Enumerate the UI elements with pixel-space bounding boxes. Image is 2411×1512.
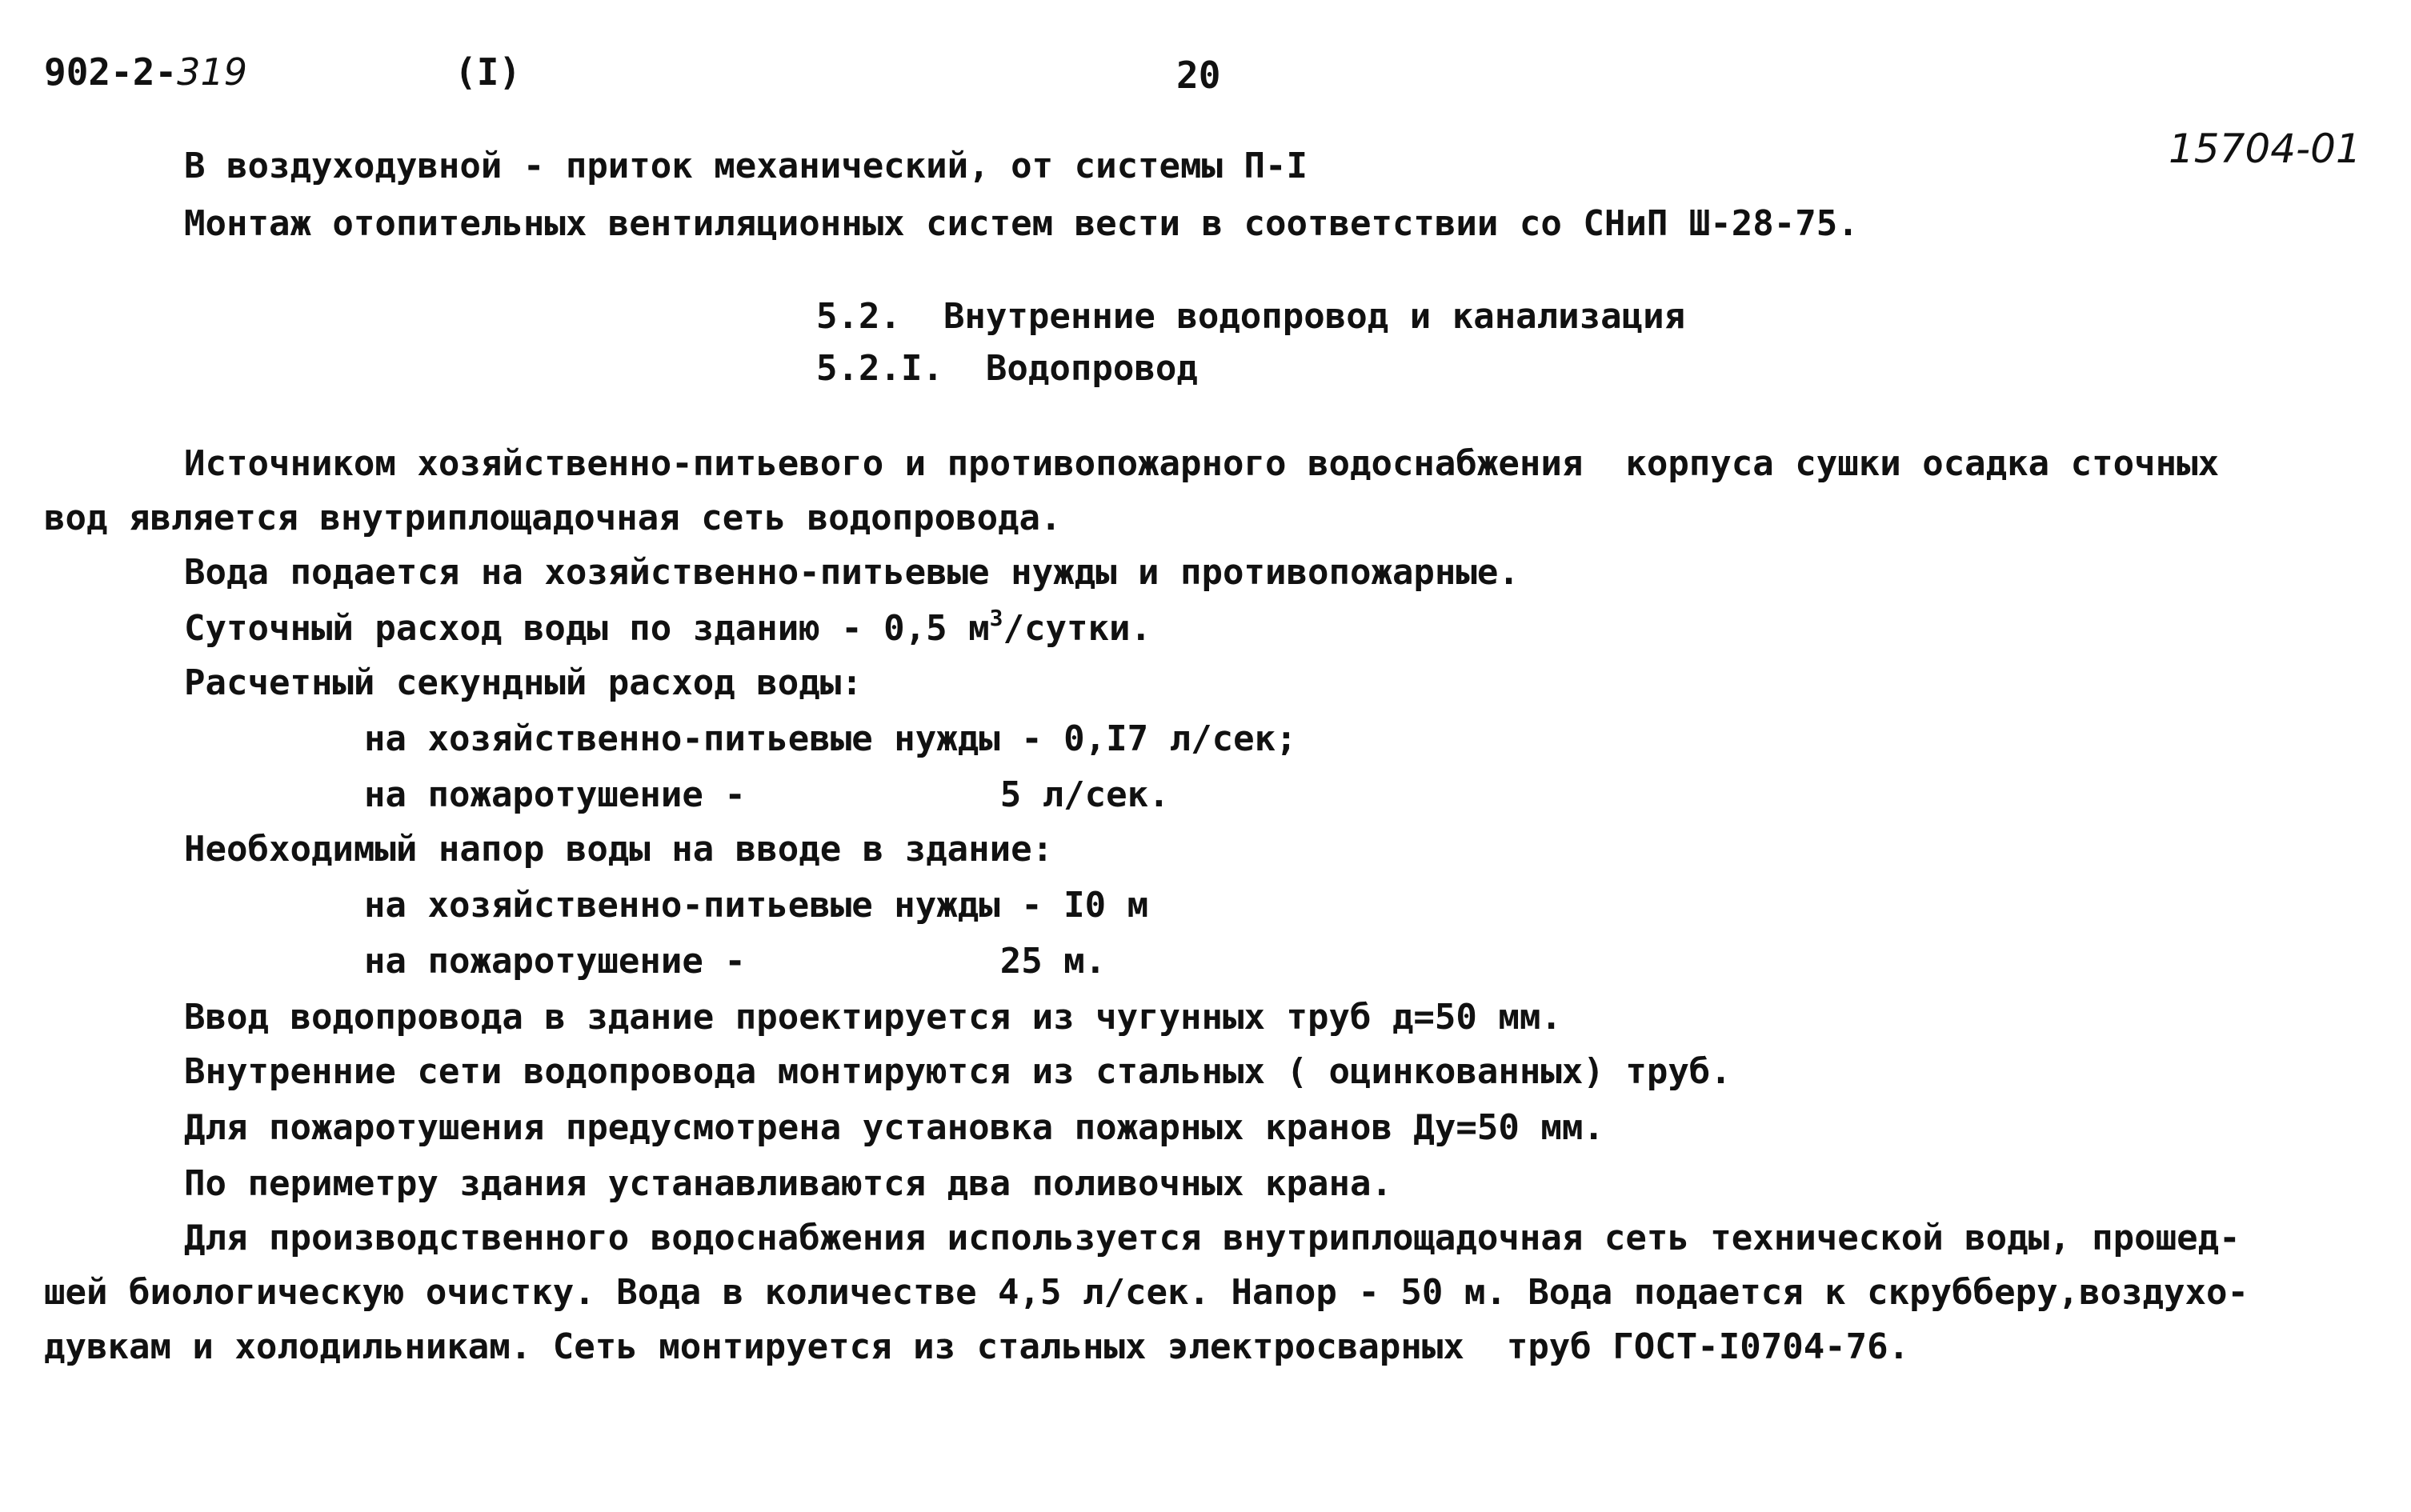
paragraph-6: Ввод водопровода в здание проектируется из чугунных труб д=50 мм. <box>184 997 1562 1038</box>
page-number: 20 <box>1176 54 1221 97</box>
paragraph-4-item-2: на пожаротушение - 5 л/сек. <box>364 774 1170 815</box>
cubic-superscript: 3 <box>989 605 1003 631</box>
paragraph-9: По периметру здания устанавливаются два поливочных крана. <box>184 1163 1392 1204</box>
paragraph-10-line-2: шей биологическую очистку. Вода в количестве 4,5 л/сек. Напор - 50 м. Вода подается к скрубберу,воздухо- <box>44 1272 2249 1313</box>
archive-number: 15704-01 <box>2169 126 2361 172</box>
paragraph-5: Необходимый напор воды на вводе в здание: <box>184 829 1054 870</box>
paragraph-5-item-2: на пожаротушение - 25 м. <box>364 941 1107 982</box>
paragraph-1-line-2: вод является внутриплощадочная сеть водопровода. <box>44 498 1062 538</box>
paragraph-2: Вода подается на хозяйственно-питьевые нужды и противопожарные. <box>184 552 1520 593</box>
paragraph-5-item-1: на хозяйственно-питьевые нужды - I0 м <box>364 885 1149 926</box>
intro-line-1: В воздуходувной - приток механический, от системы П-I <box>184 146 1308 186</box>
volume-number: (I) <box>455 50 522 94</box>
document-code <box>44 50 247 94</box>
paragraph-8: Для пожаротушения предусмотрена установка пожарных кранов Ду=50 мм. <box>184 1107 1604 1148</box>
section-title: 5.2. Внутренние водопровод и канализация <box>816 296 1686 337</box>
paragraph-4: Расчетный секундный расход воды: <box>184 662 863 703</box>
paragraph-7: Внутренние сети водопровода монтируются из стальных ( оцинкованных) труб. <box>184 1051 1732 1092</box>
paragraph-10-line-3: дувкам и холодильникам. Сеть монтируется из стальных электросварных труб ГОСТ-I0704-76. <box>44 1326 1910 1367</box>
intro-line-2: Монтаж отопительных вентиляционных систем вести в соответствии со СНиП Ш-28-75. <box>184 203 1859 244</box>
section-subtitle: 5.2.I. Водопровод <box>816 348 1198 389</box>
paragraph-1-line-1: Источником хозяйственно-питьевого и противопожарного водоснабжения корпуса сушки осадка сточных <box>184 443 2220 484</box>
daily-consumption-unit: /сутки. <box>1003 608 1151 649</box>
document-code-prefix: 902-2- <box>44 50 178 94</box>
document-code-handwritten: 319 <box>177 50 247 94</box>
paragraph-10-line-1: Для производственного водоснабжения используется внутриплощадочная сеть технической воды, прошед- <box>184 1218 2241 1258</box>
paragraph-3 <box>184 606 1151 651</box>
paragraph-4-item-1: на хозяйственно-питьевые нужды - 0,I7 л/сек; <box>364 718 1297 759</box>
daily-consumption-text: Суточный расход воды по зданию - 0,5 м <box>184 608 990 649</box>
